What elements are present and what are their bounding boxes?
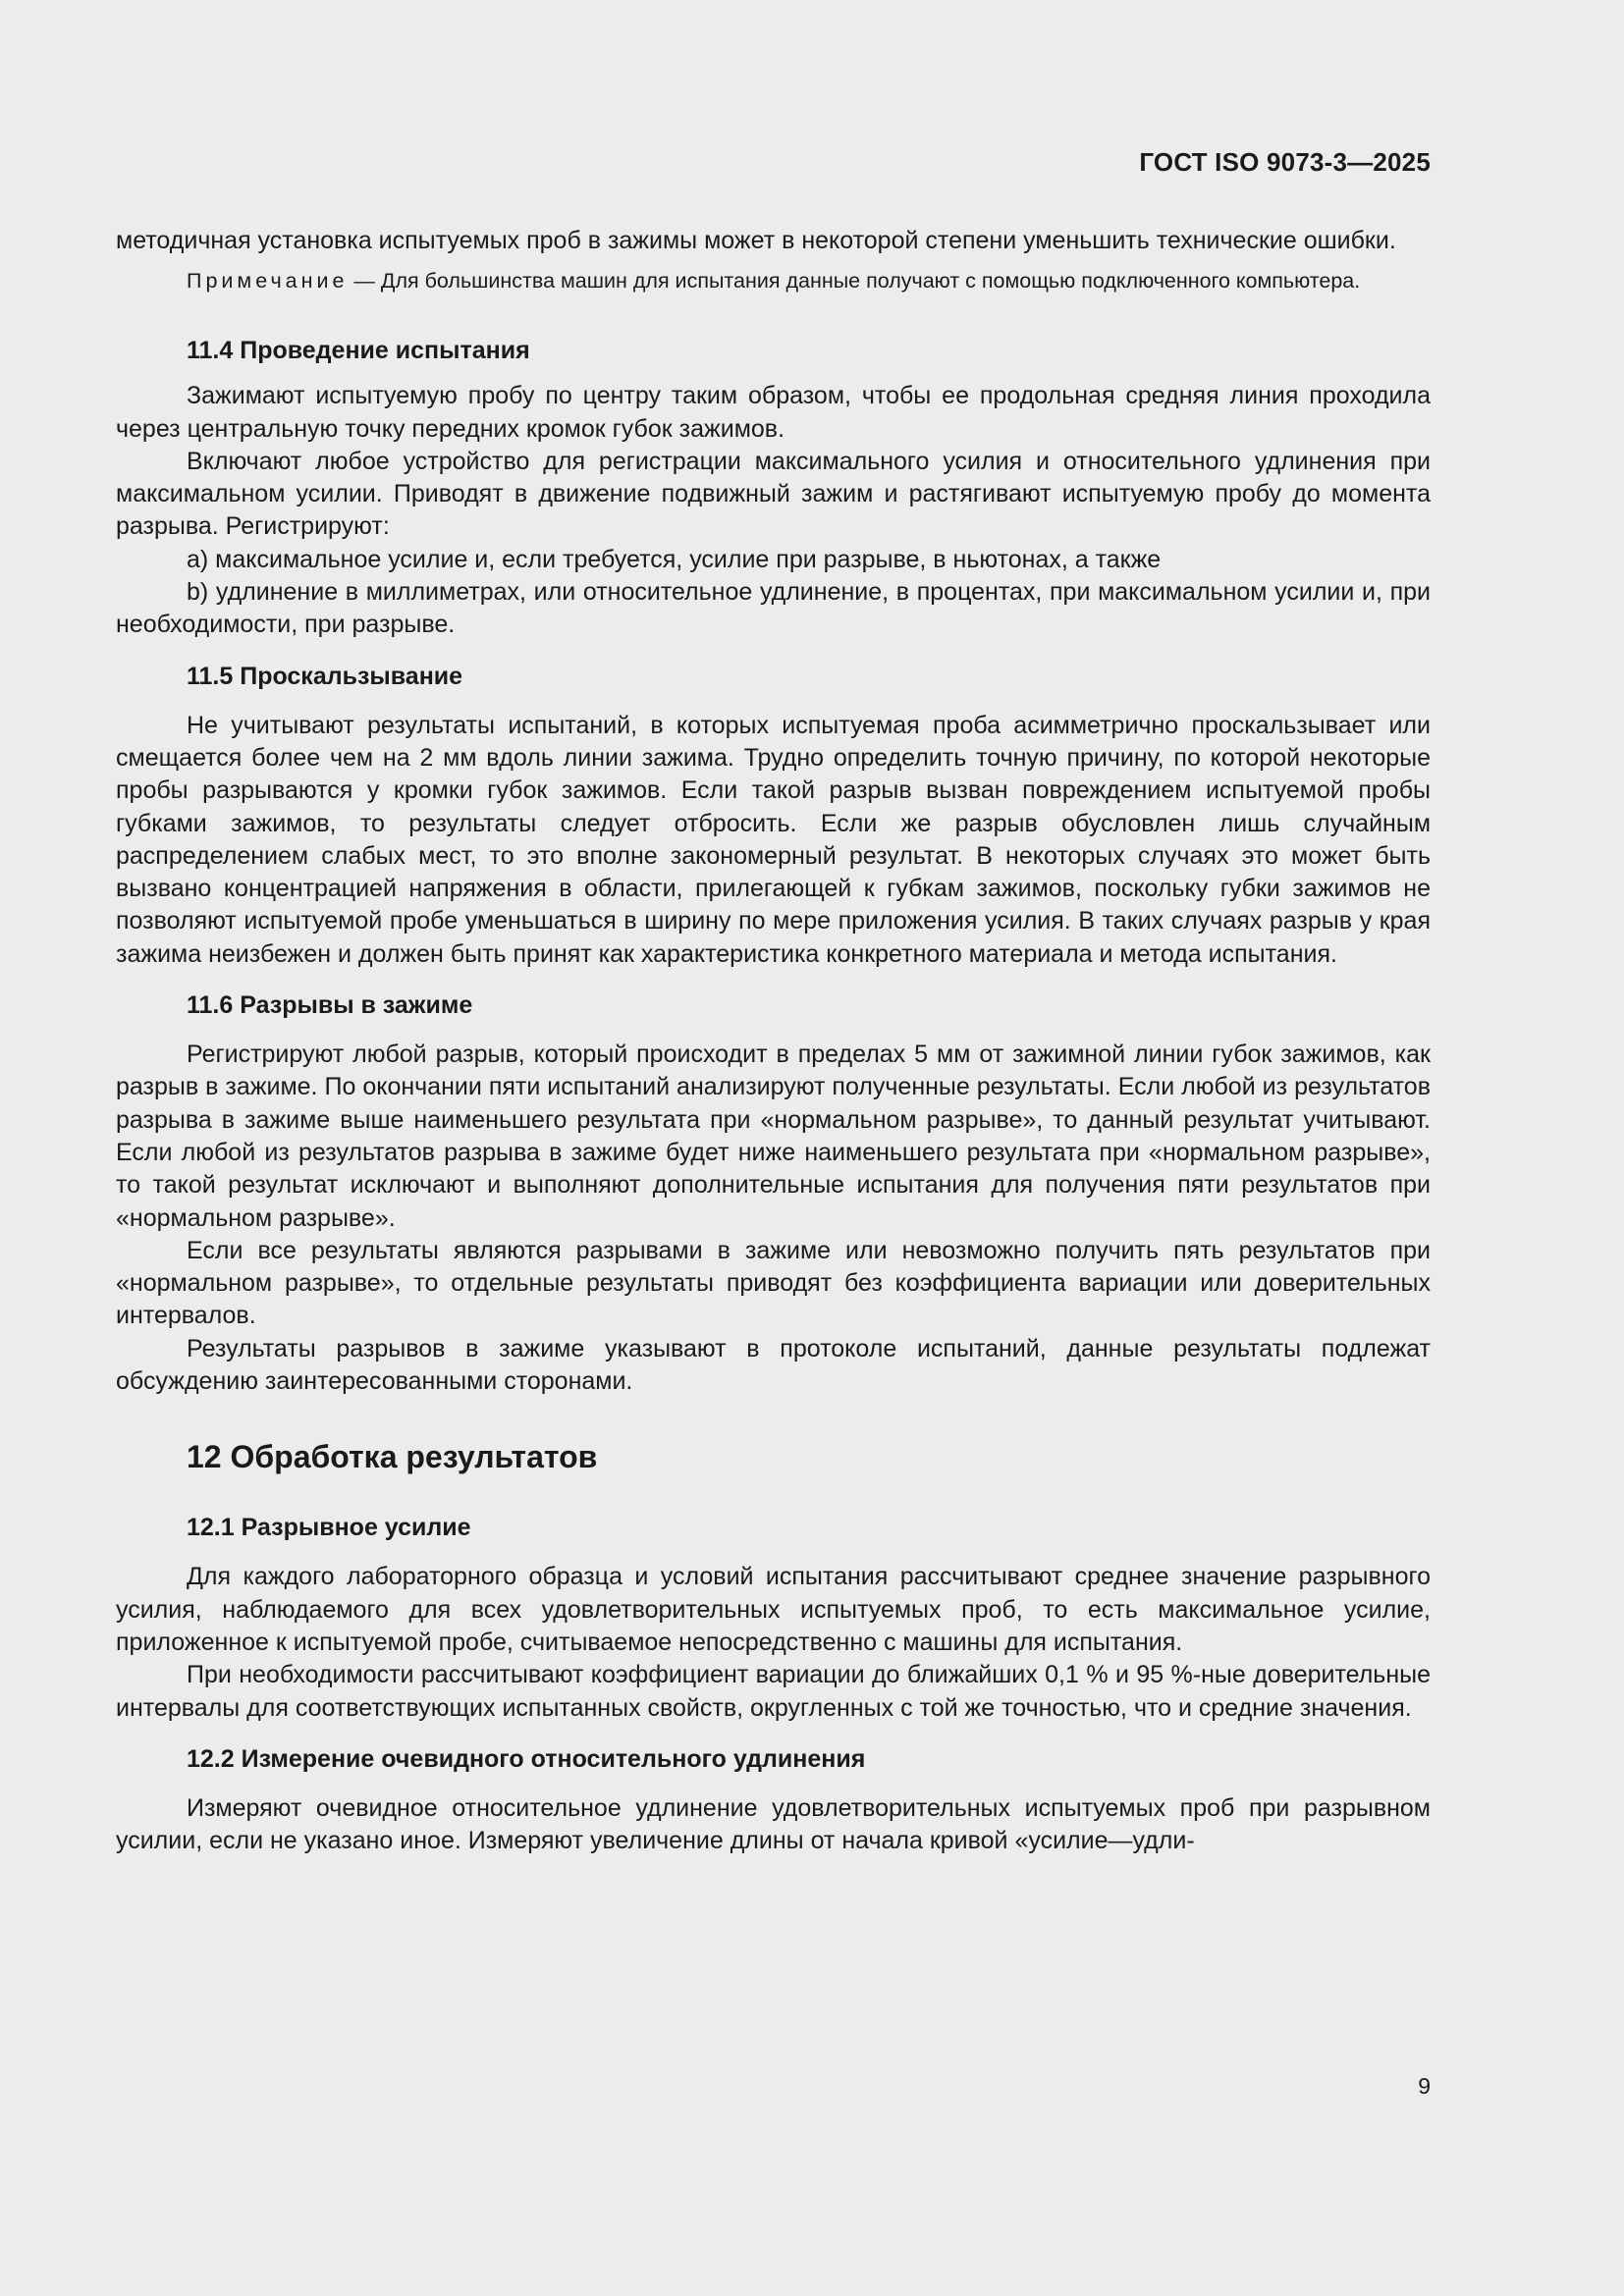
note <box>116 267 1431 294</box>
paragraph: методичная установка испытуемых проб в зажимы может в некоторой степени уменьшить технические ошибки. <box>116 227 1396 254</box>
document-page <box>116 0 1431 2296</box>
section-heading-11-5: 11.5 Проскальзывание <box>187 662 463 690</box>
page-number: 9 <box>1418 2073 1431 2099</box>
paragraph: Регистрируют любой разрыв, который происходит в пределах 5 мм от зажимной линии губок зажимов, как разрыв в зажиме. По окончании пяти испытаний анализируют полученные результаты. Если любой из результатов разрыва в зажиме выше наименьшего результата при «нормальном разрыве», то данный результат учитывают. Если любой из результатов разрыва в зажиме будет ниже наименьшего результата при «нормальном разрыве», то такой результат исключают и выполняют дополнительные испытания для получения пяти результатов при «нормальном разрыве». <box>116 1041 1431 1232</box>
paragraph: При необходимости рассчитывают коэффициент вариации до ближайших 0,1 % и 95 %-ные доверительные интервалы для соответствующих испытанных свойств, округленных с той же точностью, что и средние значения. <box>116 1661 1431 1722</box>
paragraph: Зажимают испытуемую пробу по центру таким образом, чтобы ее продольная средняя линия проходила через центральную точку передних кромок губок зажимов. <box>116 382 1431 443</box>
paragraph: Для каждого лабораторного образца и условий испытания рассчитывают среднее значение разрывного усилия, наблюдаемого для всех удовлетворительных испытуемых проб, то есть максимальное усилие, приложенное к испытуемой пробе, считываемое непосредственно с машины для испытания. <box>116 1563 1431 1656</box>
paragraph: Не учитывают результаты испытаний, в которых испытуемая проба асимметрично проскальзывает или смещается более чем на 2 мм вдоль линии зажима. Трудно определить точную причину, по которой некоторые пробы разрываются у кромки губок зажимов. Если такой разрыв вызван повреждением испытуемой пробы губками зажимов, то результаты следует отбросить. Если же разрыв обусловлен лишь случайным распределением слабых мест, то это вполне закономерный результат. В некоторых случаях это может быть вызвано концентрацией напряжения в области, прилегающей к губкам зажимов, поскольку губки зажимов не позволяют испытуемой пробе уменьшаться в ширину по мере приложения усилия. В таких случаях разрыв у края зажима неизбежен и должен быть принят как характеристика конкретного материала и метода испытания. <box>116 711 1431 968</box>
page-content <box>116 225 1431 1857</box>
paragraph: Включают любое устройство для регистрации максимального усилия и относительного удлинения при максимальном усилии. Приводят в движение подвижный зажим и растягивают испытуемую пробу до момента разрыва. Регистрируют: <box>116 447 1431 541</box>
document-code-header: ГОСТ ISO 9073-3—2025 <box>1139 147 1431 177</box>
note-text: — Для большинства машин для испытания данные получают с помощью подключенного компьютера. <box>348 269 1361 294</box>
section-heading-11-4: 11.4 Проведение испытания <box>187 337 530 365</box>
section-heading-11-6: 11.6 Разрывы в зажиме <box>187 991 473 1020</box>
list-item-b: b) удлинение в миллиметрах, или относительное удлинение, в процентах, при максимальном усилии и, при необходимости, при разрыве. <box>116 578 1431 639</box>
note-label: Примечание <box>187 269 349 294</box>
paragraph: Измеряют очевидное относительное удлинение удовлетворительных испытуемых проб при разрывном усилии, если не указано иное. Измеряют увеличение длины от начала кривой «усилие—удли- <box>116 1793 1431 1855</box>
paragraph: Результаты разрывов в зажиме указывают в протоколе испытаний, данные результаты подлежат обсуждению заинтересованными сторонами. <box>116 1334 1431 1396</box>
paragraph: Если все результаты являются разрывами в зажиме или невозможно получить пять результатов при «нормальном разрыве», то отдельные результаты приводят без коэффициента вариации или доверительных интервалов. <box>116 1236 1431 1330</box>
section-heading-12-1: 12.1 Разрывное усилие <box>187 1514 471 1542</box>
section-heading-12-2: 12.2 Измерение очевидного относительного удлинения <box>187 1744 866 1773</box>
section-heading-12: 12 Обработка результатов <box>187 1439 598 1475</box>
list-item-a: a) максимальное усилие и, если требуется, усилие при разрыве, в ньютонах, а также <box>187 545 1162 573</box>
